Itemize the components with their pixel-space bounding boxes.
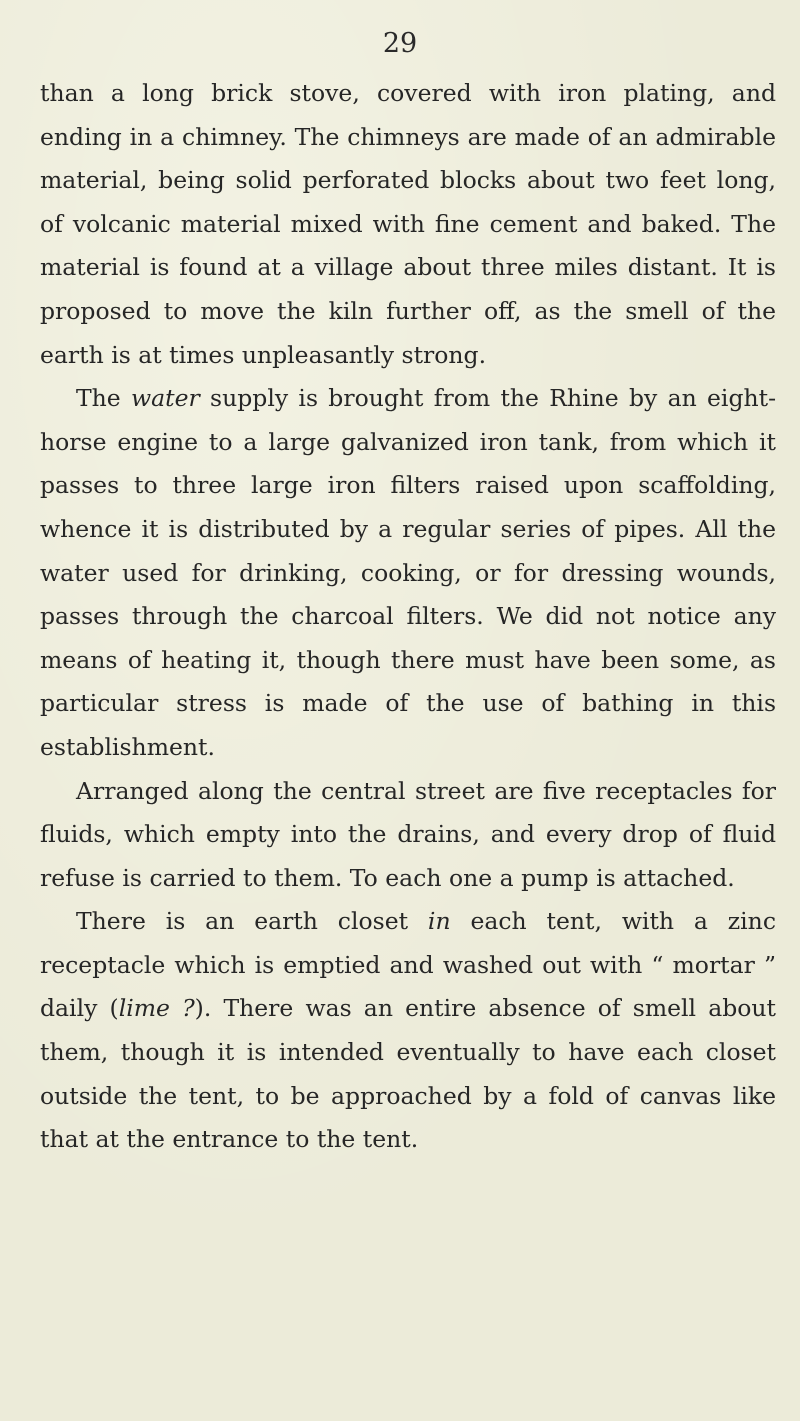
paragraph-water-post: supply is brought from the Rhine by an eight-horse engine to a large galvanized iron tank, from which it passes to three large iron filters raised upon scaffolding, whence it is distributed by a regular series of pipes. All the water used for drinking, cooking, or for dressing wounds, passes through the charcoal filters. We did not notice any means of heating it, though there must have been some, as particular stress is made of the use of bathing in this establishment.	[40, 384, 777, 761]
page-number: 29	[382, 28, 418, 59]
paragraph-closet-italic-in: in	[427, 907, 451, 936]
paragraph-kiln: than a long brick stove, covered with iron plating, and ending in a chimney. The chimneys are made of an admirable material, being solid perforated blocks about two feet long, of volcanic material mixed with fine cement and baked. The material is found at a village about three miles distant. It is proposed to move the kiln further off, as the smell of the earth is at times unpleasantly strong.	[40, 79, 776, 369]
paragraph-closet-italic-lime: lime ?	[118, 994, 195, 1023]
paragraph-receptacles: Arranged along the central street are five receptacles for fluids, which empty into the drains, and every drop of fluid refuse is carried to them. To each one a pump is attached.	[40, 776, 776, 892]
paragraph-closet-pre: There is an earth closet	[76, 907, 428, 936]
paragraph-water-supply	[40, 377, 776, 769]
paragraph-closet-mid: each tent, with a zinc receptacle which is emptied and washed out with “ mortar ” daily (	[40, 907, 776, 1023]
paragraph-water-pre: The	[76, 384, 132, 413]
page-body	[40, 72, 776, 1162]
paragraph-earth-closet	[40, 900, 776, 1162]
paragraph-water-italic: water	[131, 384, 200, 413]
paragraph-closet-post: ). There was an entire absence of smell about them, though it is intended eventually to have each closet outside the tent, to be approached by a fold of canvas like that at the entrance to the tent.	[40, 994, 776, 1154]
